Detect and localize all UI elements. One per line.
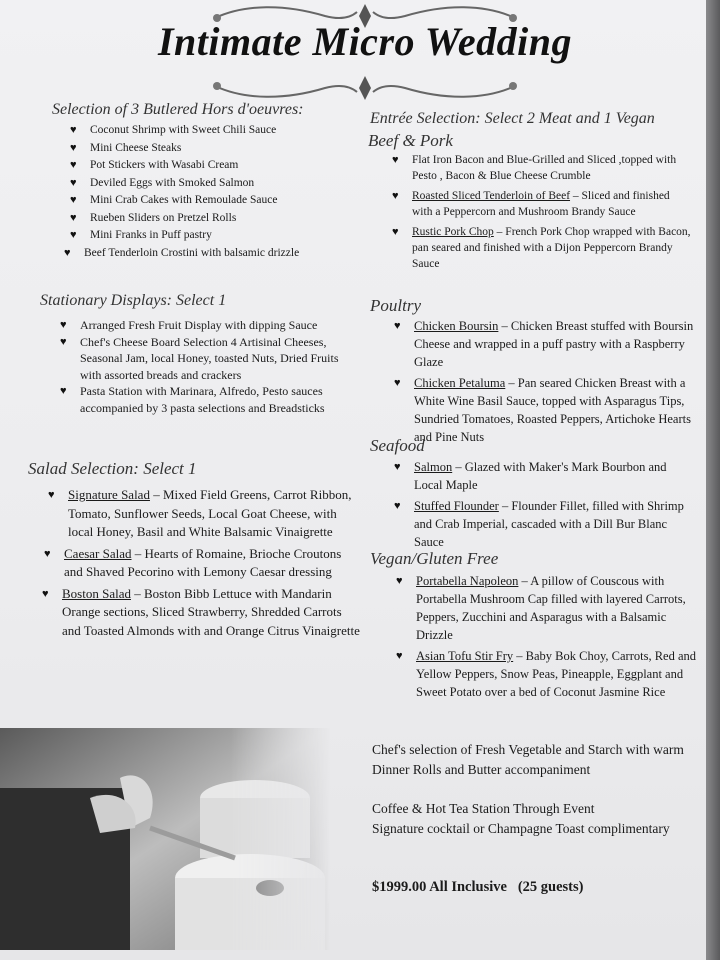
list-item: ♥ Portabella Napoleon – A pillow of Couscous with Portabella Mushroom Cap filled with layered Carrots, Peppers, Zucchini and Asparagus with a Balsamic Drizzle — [396, 574, 686, 642]
stationary-list — [60, 317, 360, 416]
vegan-list — [396, 572, 702, 704]
page-edge-shadow — [706, 0, 720, 960]
toast-note: Signature cocktail or Champagne Toast complimentary — [372, 821, 670, 836]
list-item: ♥ Rustic Pork Chop – French Pork Chop wrapped with Bacon, pan seared and finished with a Dijon Peppercorn Brandy Sauce — [392, 226, 691, 270]
list-item: ♥ Roasted Sliced Tenderloin of Beef – Sliced and finished with a Peppercorn and Mushroom Brandy Sauce — [392, 190, 670, 218]
heart-bullet-icon: ♥ — [70, 141, 77, 154]
list-item: ♥ Flat Iron Bacon and Blue-Grilled and Sliced ,topped with Pesto , Bacon & Blue Cheese Crumble — [392, 154, 677, 182]
price-line: $1999.00 All Inclusive (25 guests) — [372, 879, 584, 895]
heart-bullet-icon: ♥ — [60, 385, 67, 397]
heart-bullet-icon: ♥ — [392, 226, 399, 238]
heart-bullet-icon: ♥ — [396, 575, 403, 587]
stationary-heading: Stationary Displays: Select 1 — [40, 292, 227, 309]
list-item: ♥ Pot Stickers with Wasabi Cream — [70, 157, 360, 175]
heart-bullet-icon: ♥ — [60, 335, 67, 348]
salad-heading: Salad Selection: Select 1 — [28, 459, 197, 478]
heart-bullet-icon: ♥ — [64, 246, 71, 259]
list-item: ♥ Chicken Petaluma – Pan seared Chicken Breast with a White Wine Basil Sauce, topped with Asparagus Tips, Sundried Tomatoes, Roasted Peppers, Artichoke Hearts and Pine Nuts — [394, 376, 691, 444]
list-item: ♥ Stuffed Flounder – Flounder Fillet, filled with Shrimp and Crab Imperial, cascaded with a Dill Bur Blanc Sauce — [394, 499, 684, 549]
heart-bullet-icon: ♥ — [392, 190, 399, 202]
vegan-heading: Vegan/Gluten Free — [370, 549, 499, 568]
heart-bullet-icon: ♥ — [394, 377, 401, 389]
list-item: ♥ Salmon – Glazed with Maker's Mark Bourbon and Local Maple — [394, 460, 667, 492]
heart-bullet-icon: ♥ — [392, 154, 399, 166]
list-item: ♥ Coconut Shrimp with Sweet Chili Sauce — [70, 122, 360, 140]
vegetable-note: Chef's selection of Fresh Vegetable and Starch with warm Dinner Rolls and Butter accompaniment — [372, 742, 684, 777]
heart-bullet-icon: ♥ — [48, 489, 55, 501]
list-item: ♥ Signature Salad – Mixed Field Greens, Carrot Ribbon, Tomato, Sunflower Seeds, Local Goat Cheese, with local Honey, Basil and White Balsamic Vinaigrette — [48, 487, 352, 539]
list-item: ♥ Boston Salad – Boston Bibb Lettuce with Mandarin Orange sections, Sliced Strawberry, Shredded Carrots and Toasted Almonds with and Orange Citrus Vinaigrette — [42, 585, 360, 638]
beef-pork-list — [392, 152, 692, 276]
heart-bullet-icon: ♥ — [70, 211, 77, 224]
flourish-bottom-ornament — [205, 74, 525, 102]
list-item: ♥ Deviled Eggs with Smoked Salmon — [70, 175, 360, 193]
heart-bullet-icon: ♥ — [70, 176, 77, 189]
coffee-note: Coffee & Hot Tea Station Through Event — [372, 801, 595, 816]
hors-heading: Selection of 3 Butlered Hors d'oeuvres: — [52, 101, 304, 118]
beef-pork-heading: Beef & Pork — [368, 131, 453, 150]
list-item: ♥ Arranged Fresh Fruit Display with dipping Sauce — [60, 318, 318, 332]
heart-bullet-icon: ♥ — [70, 194, 77, 206]
heart-bullet-icon: ♥ — [70, 159, 77, 171]
heart-bullet-icon: ♥ — [396, 650, 403, 662]
entree-heading: Entrée Selection: Select 2 Meat and 1 Vegan — [370, 110, 655, 127]
cake-cutting-photo — [0, 728, 330, 950]
poultry-list — [394, 317, 696, 449]
list-item: ♥ Mini Cheese Steaks — [70, 140, 360, 158]
list-item: ♥ Caesar Salad – Hearts of Romaine, Brioche Croutons and Shaved Pecorino with Lemony Caesar dressing — [44, 545, 342, 579]
list-item: ♥ Mini Franks in Puff pastry — [70, 227, 360, 245]
menu-title: Intimate Micro Wedding — [157, 19, 572, 64]
list-item: ♥ Rueben Sliders on Pretzel Rolls — [70, 210, 360, 228]
list-item: ♥ Asian Tofu Stir Fry – Baby Bok Choy, Carrots, Red and Yellow Peppers, Snow Peas, Pineapple, Eggplant and Sweet Potato over a bed of Coconut Jasmine Rice — [396, 649, 697, 699]
heart-bullet-icon: ♥ — [70, 229, 77, 241]
heart-bullet-icon: ♥ — [44, 547, 51, 560]
list-item: ♥ Beef Tenderloin Crostini with balsamic drizzle — [64, 245, 360, 263]
hors-list — [64, 122, 360, 262]
seafood-heading: Seafood — [370, 436, 425, 455]
heart-bullet-icon: ♥ — [42, 587, 49, 600]
list-item: ♥ Chef's Cheese Board Selection 4 Artisinal Cheeses, Seasonal Jam, local Honey, toasted Nuts, Dried Fruits with assorted breads and crackers — [60, 334, 339, 382]
heart-bullet-icon: ♥ — [60, 319, 67, 331]
list-item: ♥ Chicken Boursin – Chicken Breast stuffed with Boursin Cheese and wrapped in a puff pastry with a Raspberry Glaze — [394, 319, 694, 369]
salad-list — [42, 486, 360, 643]
heart-bullet-icon: ♥ — [394, 320, 401, 332]
heart-bullet-icon: ♥ — [394, 500, 401, 512]
list-item: ♥ Mini Crab Cakes with Remoulade Sauce — [70, 192, 360, 210]
heart-bullet-icon: ♥ — [394, 461, 401, 473]
seafood-list — [394, 458, 696, 554]
list-item: ♥ Pasta Station with Marinara, Alfredo, Pesto sauces accompanied by 3 pasta selections and Breadsticks — [60, 384, 325, 415]
poultry-heading: Poultry — [370, 296, 421, 315]
heart-bullet-icon: ♥ — [70, 124, 77, 136]
